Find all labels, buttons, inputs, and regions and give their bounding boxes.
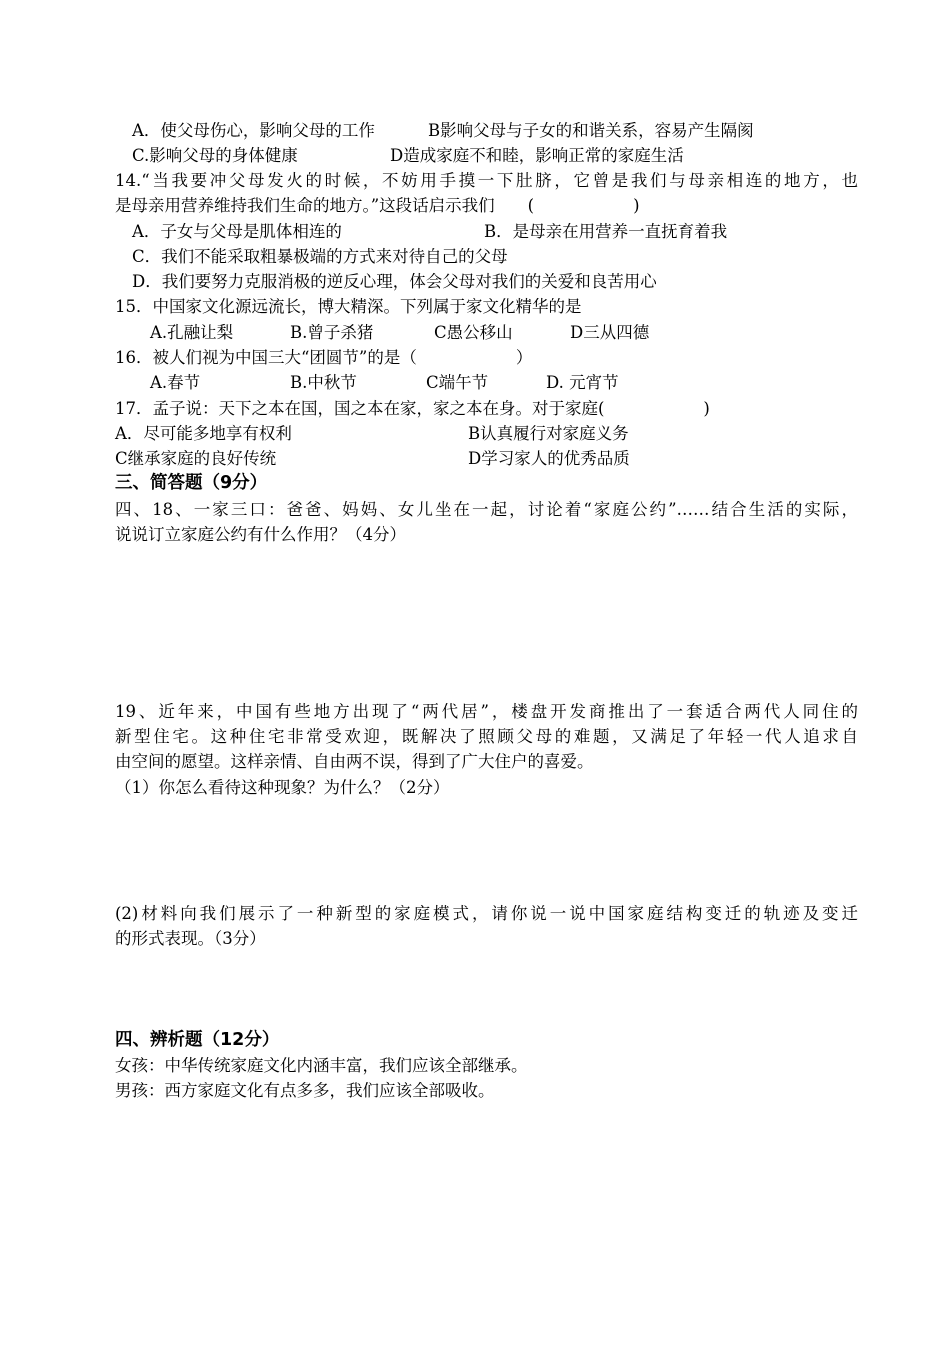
- q15-option-a: A.孔融让梨: [150, 323, 234, 342]
- q17-stem: 17．孟子说：天下之本在国，国之本在家，家之本在身。对于家庭( ): [115, 399, 710, 418]
- section-4-boy-statement: 男孩：西方家庭文化有点多多，我们应该全部吸收。: [115, 1081, 495, 1100]
- section-4-girl-statement: 女孩：中华传统家庭文化内涵丰富，我们应该全部继承。: [115, 1056, 528, 1075]
- q19-sub-question-2-line-1: (2)材料向我们展示了一种新型的家庭模式，请你说一说中国家庭结构变迁的轨迹及变迁: [115, 904, 858, 923]
- q13-option-b: B影响父母与子女的和谐关系，容易产生隔阂: [428, 121, 754, 140]
- q17-option-b: B认真履行对家庭义务: [468, 424, 629, 443]
- q16-option-d: D. 元宵节: [546, 373, 619, 392]
- q15-option-c: C愚公移山: [434, 323, 513, 342]
- q19-line-3: 由空间的愿望。这样亲情、自由两不误，得到了广大住户的喜爱。: [115, 752, 594, 771]
- q15-option-d: D三从四德: [570, 323, 650, 342]
- q17-option-c: C继承家庭的良好传统: [115, 449, 277, 468]
- section-3-heading: 三、简答题（9分）: [115, 473, 268, 493]
- q19-line-2: 新型住宅。这种住宅非常受欢迎，既解决了照顾父母的难题，又满足了年轻一代人追求自: [115, 727, 858, 746]
- q16-option-a: A.春节: [150, 373, 201, 392]
- q18-line-2: 说说订立家庭公约有什么作用？（4分）: [115, 525, 406, 544]
- q14-stem-line-1: 14.“当我要冲父母发火的时候，不妨用手摸一下肚脐，它曾是我们与母亲相连的地方，也: [115, 171, 858, 190]
- q15-option-b: B.曾子杀猪: [290, 323, 374, 342]
- q17-option-d: D学习家人的优秀品质: [468, 449, 630, 468]
- q14-option-c: C．我们不能采取粗暴极端的方式来对待自己的父母: [132, 247, 508, 266]
- q19-sub-question-1: （1）你怎么看待这种现象？为什么？（2分）: [115, 778, 450, 797]
- q18-line-1: 四、18、一家三口：爸爸、妈妈、女儿坐在一起，讨论着“家庭公约”……结合生活的实际，: [115, 500, 858, 519]
- q14-option-a: A．子女与父母是肌体相连的: [132, 222, 342, 241]
- q14-option-b: B．是母亲在用营养一直抚育着我: [484, 222, 728, 241]
- q13-option-c: C.影响父母的身体健康: [132, 146, 298, 165]
- q16-option-b: B.中秋节: [290, 373, 357, 392]
- q13-option-d: D造成家庭不和睦，影响正常的家庭生活: [390, 146, 684, 165]
- q19-line-1: 19、近年来，中国有些地方出现了“两代居”，楼盘开发商推出了一套适合两代人同住的: [115, 702, 858, 721]
- q16-stem: 16．被人们视为中国三大“团圆节”的是（ ）: [115, 348, 533, 367]
- q14-option-d: D．我们要努力克服消极的逆反心理，体会父母对我们的关爱和良苦用心: [132, 272, 657, 291]
- q19-sub-question-2-line-2: 的形式表现。（3分）: [115, 929, 266, 948]
- section-4-heading: 四、辨析题（12分）: [115, 1030, 280, 1050]
- q15-stem: 15．中国家文化源远流长，博大精深。下列属于家文化精华的是: [115, 297, 582, 316]
- q16-option-c: C端午节: [426, 373, 489, 392]
- q17-option-a: A．尽可能多地享有权利: [115, 424, 292, 443]
- q13-options-row-1: [132, 118, 375, 143]
- q14-stem-line-2: 是母亲用营养维持我们生命的地方。”这段话启示我们 ( ): [115, 196, 640, 215]
- q13-option-a: A．使父母伤心，影响父母的工作: [132, 121, 375, 140]
